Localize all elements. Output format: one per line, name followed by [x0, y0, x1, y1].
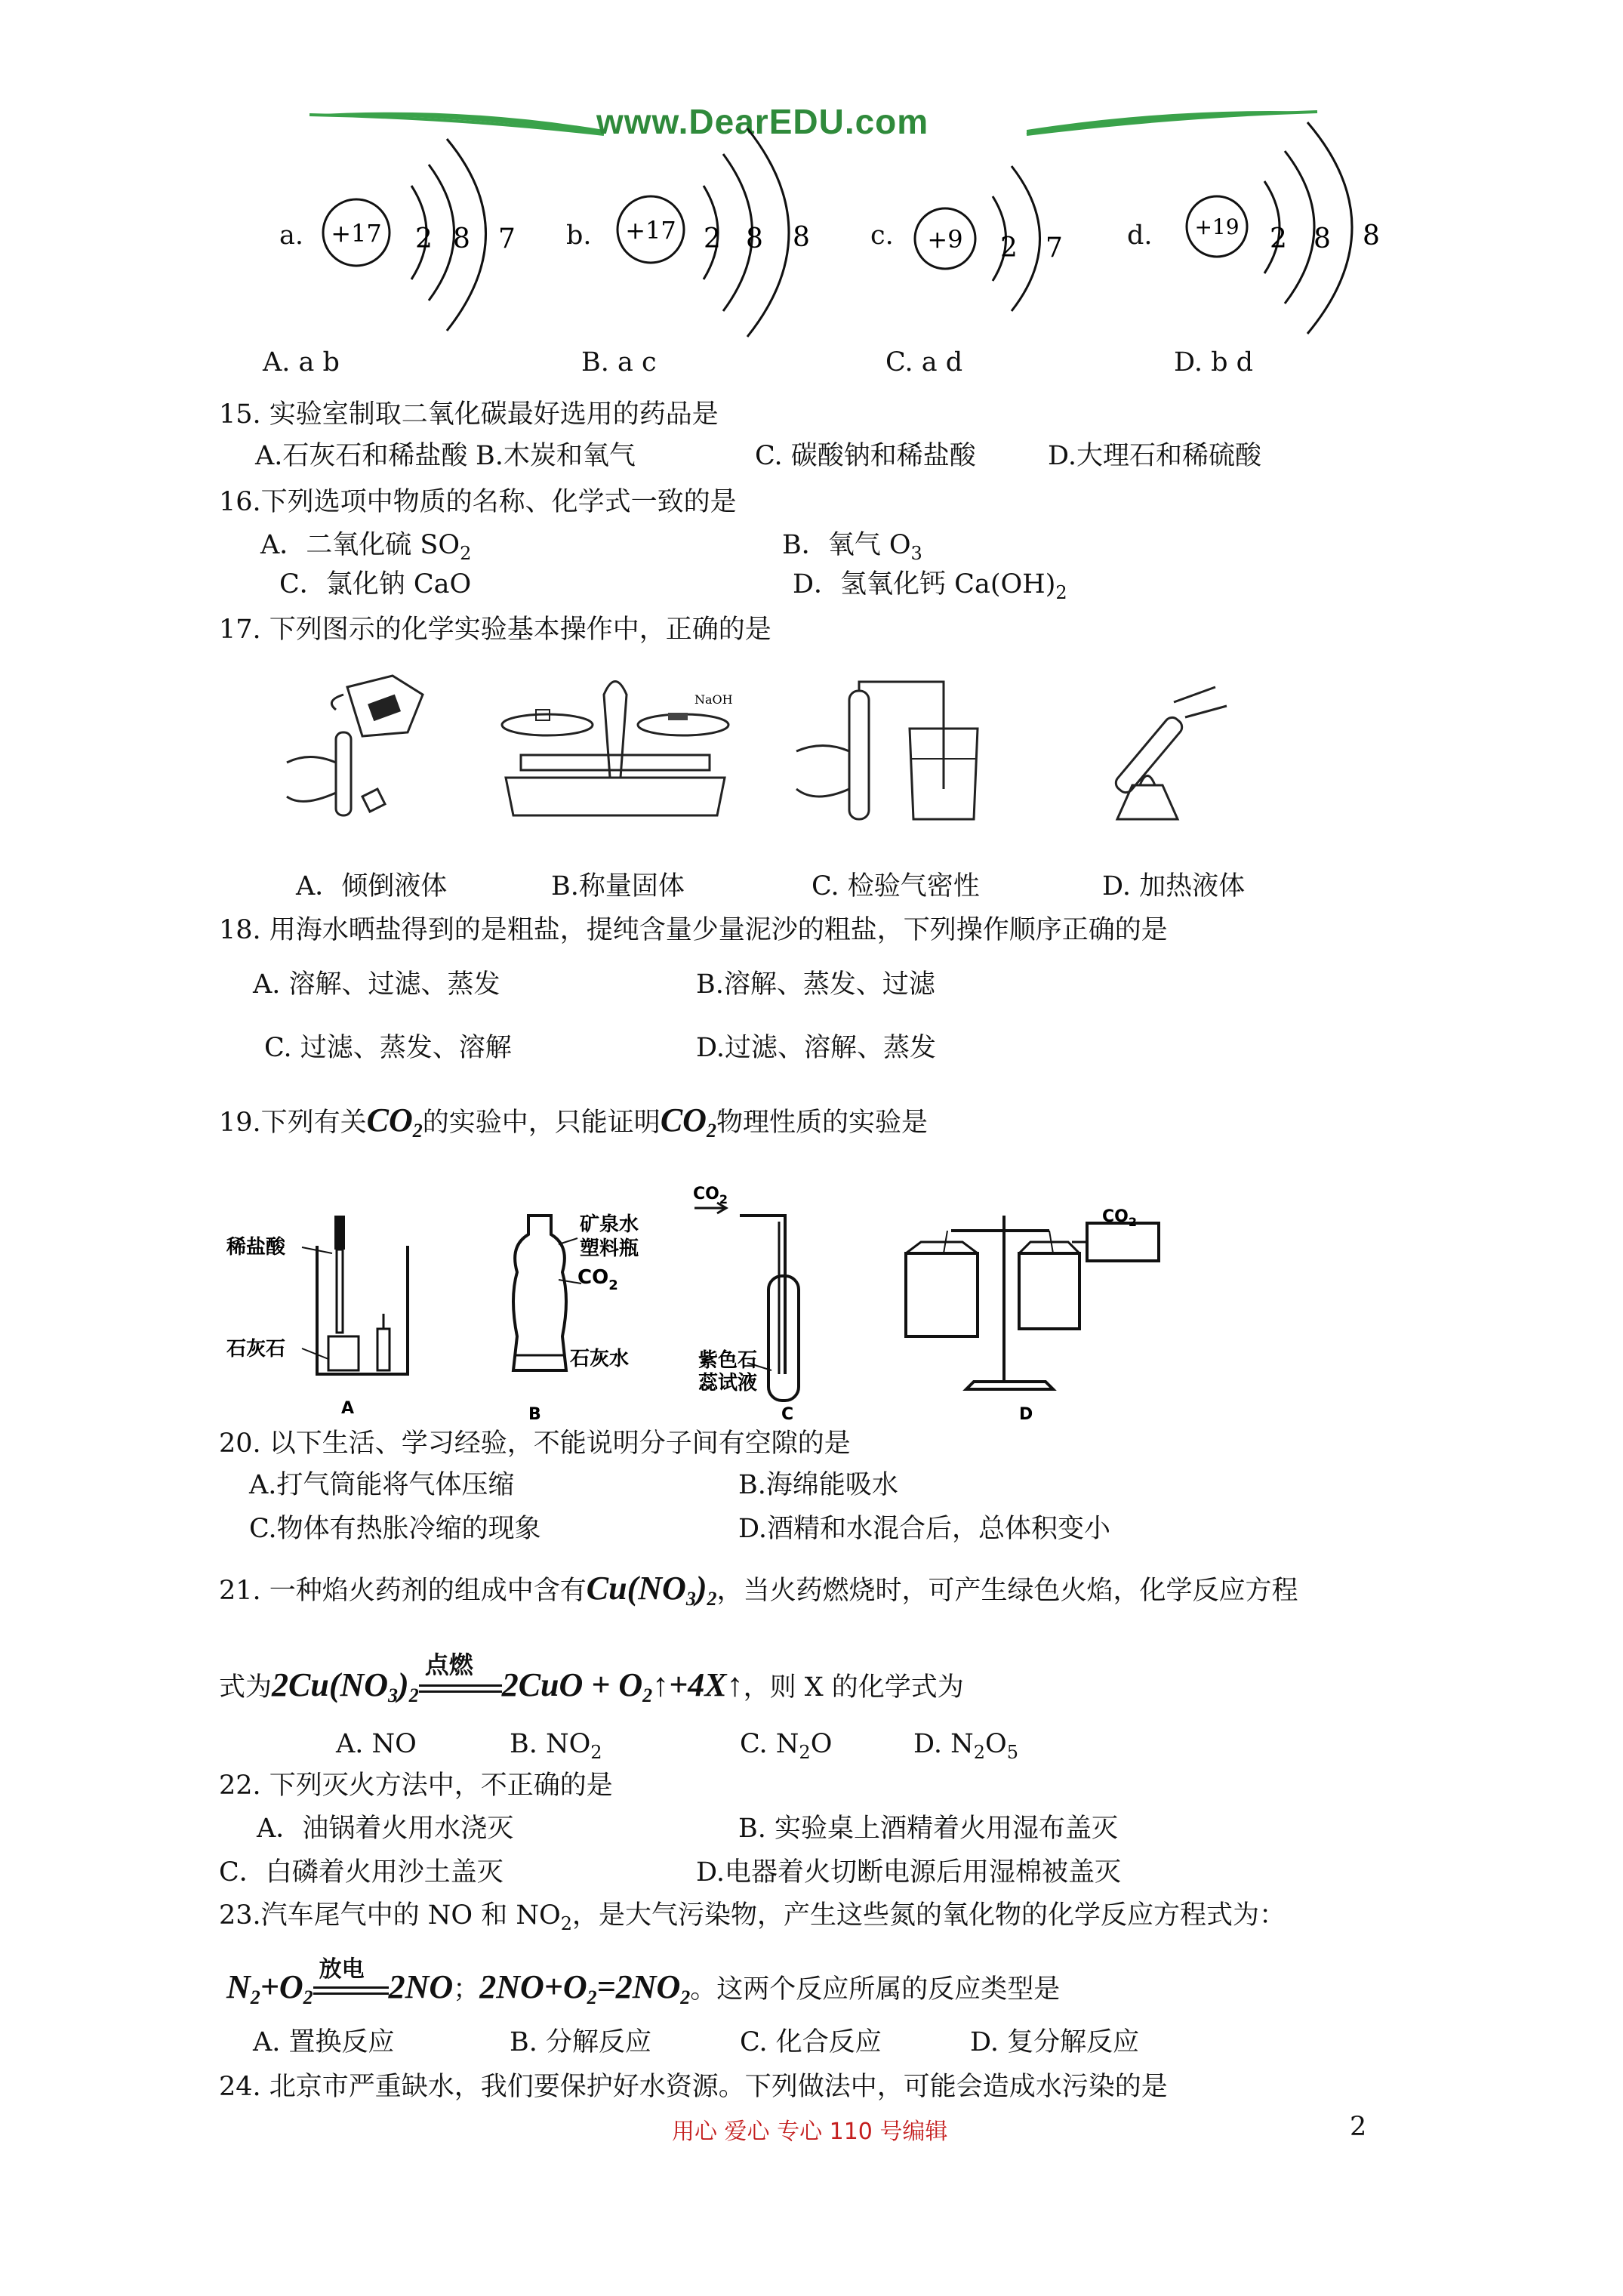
- svg-text:+17: +17: [625, 216, 676, 245]
- diagram-label-b: b.: [566, 220, 592, 251]
- naoh-label: NaOH: [694, 692, 733, 707]
- q17-option-d[interactable]: D. 加热液体: [1102, 871, 1246, 901]
- svg-text:CO2: $CO_2$: [1102, 1207, 1137, 1229]
- q19-figure-d: [906, 1207, 1159, 1424]
- atom-diagram-a: [317, 121, 574, 347]
- figure-heating-liquid: [1087, 687, 1238, 831]
- svg-text:CO2: $CO_2$: [577, 1266, 618, 1293]
- q16-option-b[interactable]: B．氧气 $O_3$: [782, 530, 922, 564]
- svg-text:2: 2: [1000, 233, 1018, 264]
- page-number: 2: [1350, 2112, 1367, 2142]
- q23-option-c[interactable]: C. 化合反应: [740, 2027, 882, 2057]
- q15-option-d[interactable]: D.大理石和稀硫酸: [1048, 441, 1261, 471]
- svg-text:紫色石: 紫色石: [698, 1349, 758, 1372]
- atom-diagram-b: [604, 121, 830, 347]
- svg-text:蕊试液: 蕊试液: [698, 1372, 758, 1395]
- q19-stem: 19.下列有关$CO_2$的实验中，只能证明$CO_2$物理性质的实验是: [219, 1102, 928, 1142]
- svg-text:8: 8: [746, 223, 763, 254]
- q17-option-a[interactable]: A．倾倒液体: [296, 871, 448, 901]
- q18-option-a[interactable]: A. 溶解、过滤、蒸发: [253, 969, 500, 1000]
- q22-option-b[interactable]: B. 实验桌上酒精着火用湿布盖灭: [738, 1814, 1118, 1844]
- q18-option-b[interactable]: B.溶解、蒸发、过滤: [696, 969, 935, 1000]
- q16-option-d[interactable]: D．氢氧化钙 $Ca(OH)_2$: [793, 569, 1067, 603]
- q18-stem: 18. 用海水晒盐得到的是粗盐，提纯含量少量泥沙的粗盐，下列操作顺序正确的是: [219, 915, 1168, 945]
- q14-option-d[interactable]: D. b d: [1174, 347, 1253, 378]
- svg-text:2: 2: [415, 223, 433, 254]
- q16-stem: 16.下列选项中物质的名称、化学式一致的是: [219, 487, 737, 517]
- q21-option-b[interactable]: B. $NO_2$: [510, 1729, 602, 1763]
- q19-figures: [226, 1185, 1208, 1424]
- svg-text:石灰石: 石灰石: [226, 1338, 286, 1361]
- footer-text: 用心 爱心 专心 110 号编辑: [672, 2119, 948, 2145]
- q20-option-b[interactable]: B.海绵能吸水: [738, 1470, 898, 1500]
- figure-pouring-liquid: [272, 664, 460, 838]
- svg-text:7: 7: [498, 223, 516, 254]
- q22-stem: 22. 下列灭火方法中，不正确的是: [219, 1771, 613, 1801]
- svg-text:B: B: [528, 1405, 541, 1424]
- q21-stem: 21. 一种焰火药剂的组成中含有$Cu(NO_3)_2$，当火药燃烧时，可产生绿色火焰，化学反应方程: [219, 1570, 1298, 1610]
- q19-figure-c: [693, 1185, 799, 1424]
- q23-stem: 23.汽车尾气中的 NO 和 $NO_2$，是大气污染物，产生这些氮的氧化物的化学反应方程式为：: [219, 1900, 1286, 1934]
- svg-text:8: 8: [453, 223, 470, 254]
- q15-option-c[interactable]: C. 碳酸钠和稀盐酸: [755, 441, 976, 471]
- nucleus-a: +17: [331, 219, 382, 248]
- q22-option-d[interactable]: D.电器着火切断电源后用湿棉被盖灭: [696, 1857, 1121, 1888]
- q14-option-b[interactable]: B. a c: [581, 347, 657, 378]
- q21-option-a[interactable]: A. NO: [336, 1729, 417, 1759]
- svg-text:塑料瓶: 塑料瓶: [580, 1237, 639, 1260]
- svg-text:8: 8: [1363, 220, 1380, 251]
- q23-equations: $N_2+O_2$ 放电 2NO；$2NO+O_2=2NO_2$。这两个反应所属的反应类型是: [226, 1955, 1061, 2008]
- q24-stem: 24. 北京市严重缺水，我们要保护好水资源。下列做法中，可能会造成水污染的是: [219, 2072, 1168, 2102]
- q20-option-d[interactable]: D.酒精和水混合后，总体积变小: [738, 1514, 1110, 1544]
- q22-option-c[interactable]: C．白磷着火用沙土盖灭: [219, 1857, 504, 1888]
- q21-option-d[interactable]: D. $N_2O_5$: [913, 1729, 1018, 1763]
- q15-option-a[interactable]: A.石灰石和稀盐酸: [255, 441, 468, 471]
- atom-diagram-c: [906, 121, 1102, 347]
- figure-airtightness: [793, 676, 996, 842]
- q15-option-b[interactable]: B.木炭和氧气: [476, 441, 636, 471]
- q18-option-d[interactable]: D.过滤、溶解、蒸发: [696, 1033, 936, 1063]
- svg-text:稀盐酸: 稀盐酸: [226, 1236, 286, 1259]
- q16-option-a[interactable]: A．二氧化硫 $SO_2$: [260, 530, 472, 564]
- q15-stem: 15. 实验室制取二氧化碳最好选用的药品是: [219, 399, 719, 430]
- q14-option-c[interactable]: C. a d: [885, 347, 963, 378]
- svg-text:7: 7: [1046, 233, 1063, 264]
- q18-option-c[interactable]: C. 过滤、蒸发、溶解: [264, 1033, 512, 1063]
- q20-option-c[interactable]: C.物体有热胀冷缩的现象: [249, 1514, 541, 1544]
- q23-option-d[interactable]: D. 复分解反应: [970, 2027, 1140, 2057]
- svg-text:+9: +9: [927, 225, 963, 254]
- svg-text:8: 8: [1313, 223, 1331, 254]
- q23-option-b[interactable]: B. 分解反应: [510, 2027, 651, 2057]
- site-name: www.DearEDU.com: [596, 102, 929, 141]
- diagram-label-d: d.: [1127, 220, 1153, 251]
- svg-text:A: A: [341, 1399, 355, 1418]
- svg-text:2: 2: [704, 223, 721, 254]
- q21-option-c[interactable]: C. $N_2O$: [740, 1729, 833, 1763]
- q14-option-a[interactable]: A. a b: [263, 347, 340, 378]
- svg-text:8: 8: [793, 222, 810, 253]
- q23-option-a[interactable]: A. 置换反应: [253, 2027, 395, 2057]
- atom-diagram-d: [1170, 113, 1419, 355]
- q20-stem: 20. 以下生活、学习经验，不能说明分子间有空隙的是: [219, 1428, 851, 1459]
- reaction-condition-discharge: 放电: [313, 1976, 389, 2006]
- q17-option-c[interactable]: C. 检验气密性: [812, 871, 980, 901]
- svg-text:D: D: [1019, 1405, 1033, 1424]
- q22-option-a[interactable]: A．油锅着火用水浇灭: [257, 1814, 514, 1844]
- svg-text:+19: +19: [1194, 214, 1240, 239]
- svg-text:2: 2: [1270, 223, 1287, 254]
- q17-option-b[interactable]: B.称量固体: [551, 871, 685, 901]
- q19-figure-b: [513, 1213, 639, 1424]
- q17-stem: 17. 下列图示的化学实验基本操作中，正确的是: [219, 615, 771, 645]
- q19-figure-a: [226, 1216, 408, 1418]
- svg-text:石灰水: 石灰水: [570, 1348, 630, 1370]
- svg-text:CO2: $CO_2$: [693, 1185, 728, 1207]
- q20-option-a[interactable]: A.打气筒能将气体压缩: [249, 1470, 515, 1500]
- svg-text:矿泉水: 矿泉水: [580, 1213, 639, 1236]
- q21-equation-line: 式为$2Cu(NO_3)_2$ 点燃 $2CuO + O_2↑+4X↑$，则 X 的化学式为: [219, 1650, 964, 1706]
- q16-option-c[interactable]: C．氯化钠 CaO: [279, 569, 472, 599]
- figure-balance: [491, 664, 740, 831]
- reaction-condition-ignite: 点燃: [419, 1674, 502, 1704]
- svg-text:C: C: [781, 1405, 794, 1424]
- diagram-label-a: a.: [279, 220, 303, 251]
- diagram-label-c: c.: [870, 220, 894, 251]
